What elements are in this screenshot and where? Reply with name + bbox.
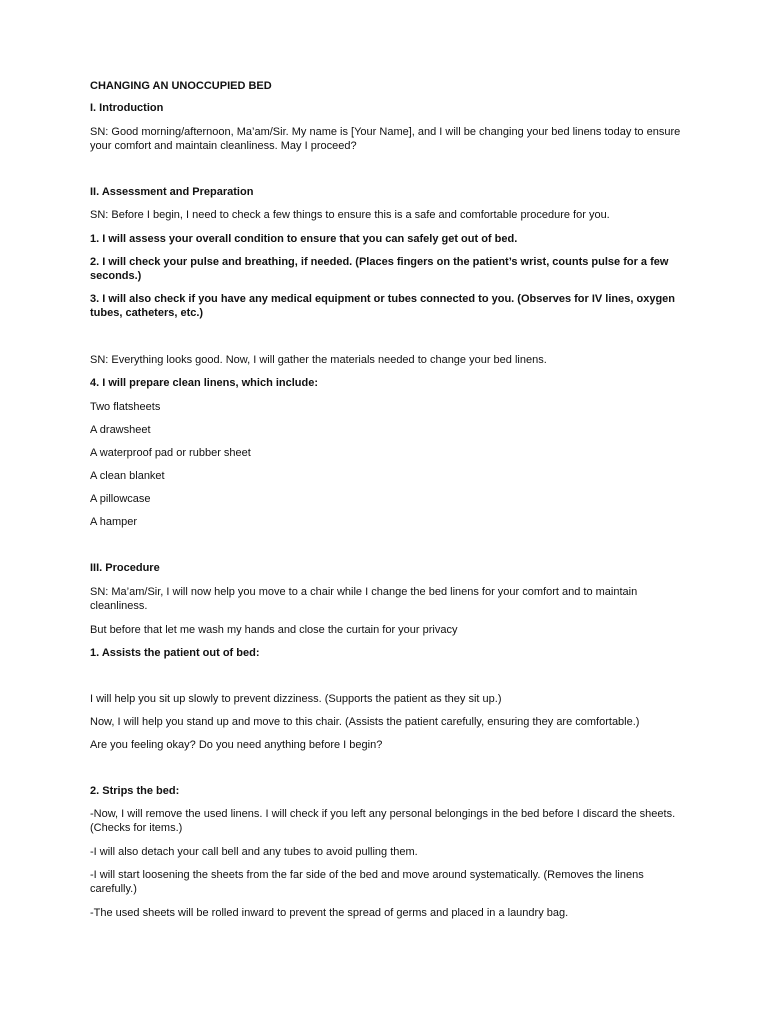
assessment-step-4: 4. I will prepare clean linens, which include: bbox=[90, 377, 319, 389]
procedure-step-1-heading: 1. Assists the patient out of bed: bbox=[90, 647, 260, 659]
procedure-step-1-line: Now, I will help you stand up and move to this chair. (Assists the patient carefully, ensuring they are comfortable.) bbox=[90, 716, 640, 728]
assessment-step-1: 1. I will assess your overall condition to ensure that you can safely get out of bed. bbox=[90, 233, 518, 245]
assessment-step-3: 3. I will also check if you have any medical equipment or tubes connected to you. (Observes for IV lines, oxygen tubes, catheters, etc.) bbox=[90, 293, 675, 319]
introduction-paragraph: SN: Good morning/afternoon, Ma’am/Sir. My name is [Your Name], and I will be changing your bed linens today to ensure your comfort and maintain cleanliness. May I proceed? bbox=[90, 126, 681, 152]
document-title: CHANGING AN UNOCCUPIED BED bbox=[90, 80, 272, 92]
section-heading-procedure: III. Procedure bbox=[90, 562, 160, 574]
linen-list-item: A pillowcase bbox=[90, 493, 151, 505]
linen-list-item: A hamper bbox=[90, 516, 138, 528]
linen-list-item: Two flatsheets bbox=[90, 401, 161, 413]
procedure-step-1-line: I will help you sit up slowly to prevent dizziness. (Supports the patient as they sit up.) bbox=[90, 693, 502, 705]
handwash-paragraph: But before that let me wash my hands and close the curtain for your privacy bbox=[90, 624, 458, 636]
procedure-step-2-line: -Now, I will remove the used linens. I will check if you left any personal belongings in the bed before I discard the sheets. (Checks for items.) bbox=[90, 808, 676, 834]
procedure-step-2-line: -I will start loosening the sheets from the far side of the bed and move around systematically. (Removes the linens carefully.) bbox=[90, 869, 644, 895]
section-heading-assessment: II. Assessment and Preparation bbox=[90, 186, 254, 198]
gather-materials-paragraph: SN: Everything looks good. Now, I will gather the materials needed to change your bed linens. bbox=[90, 354, 547, 366]
assessment-intro-paragraph: SN: Before I begin, I need to check a few things to ensure this is a safe and comfortable procedure for you. bbox=[90, 209, 610, 221]
linen-list-item: A clean blanket bbox=[90, 470, 165, 482]
linen-list-item: A waterproof pad or rubber sheet bbox=[90, 447, 251, 459]
procedure-step-2-line: -I will also detach your call bell and any tubes to avoid pulling them. bbox=[90, 846, 418, 858]
procedure-step-1-line: Are you feeling okay? Do you need anything before I begin? bbox=[90, 739, 383, 751]
procedure-step-2-heading: 2. Strips the bed: bbox=[90, 785, 180, 797]
section-heading-introduction: I. Introduction bbox=[90, 102, 164, 114]
assessment-step-2: 2. I will check your pulse and breathing, if needed. (Places fingers on the patient’s wrist, counts pulse for a few seconds.) bbox=[90, 256, 669, 282]
linen-list-item: A drawsheet bbox=[90, 424, 151, 436]
procedure-intro-paragraph: SN: Ma’am/Sir, I will now help you move to a chair while I change the bed linens for your comfort and to maintain cleanliness. bbox=[90, 586, 638, 612]
procedure-step-2-line: -The used sheets will be rolled inward to prevent the spread of germs and placed in a laundry bag. bbox=[90, 907, 569, 919]
